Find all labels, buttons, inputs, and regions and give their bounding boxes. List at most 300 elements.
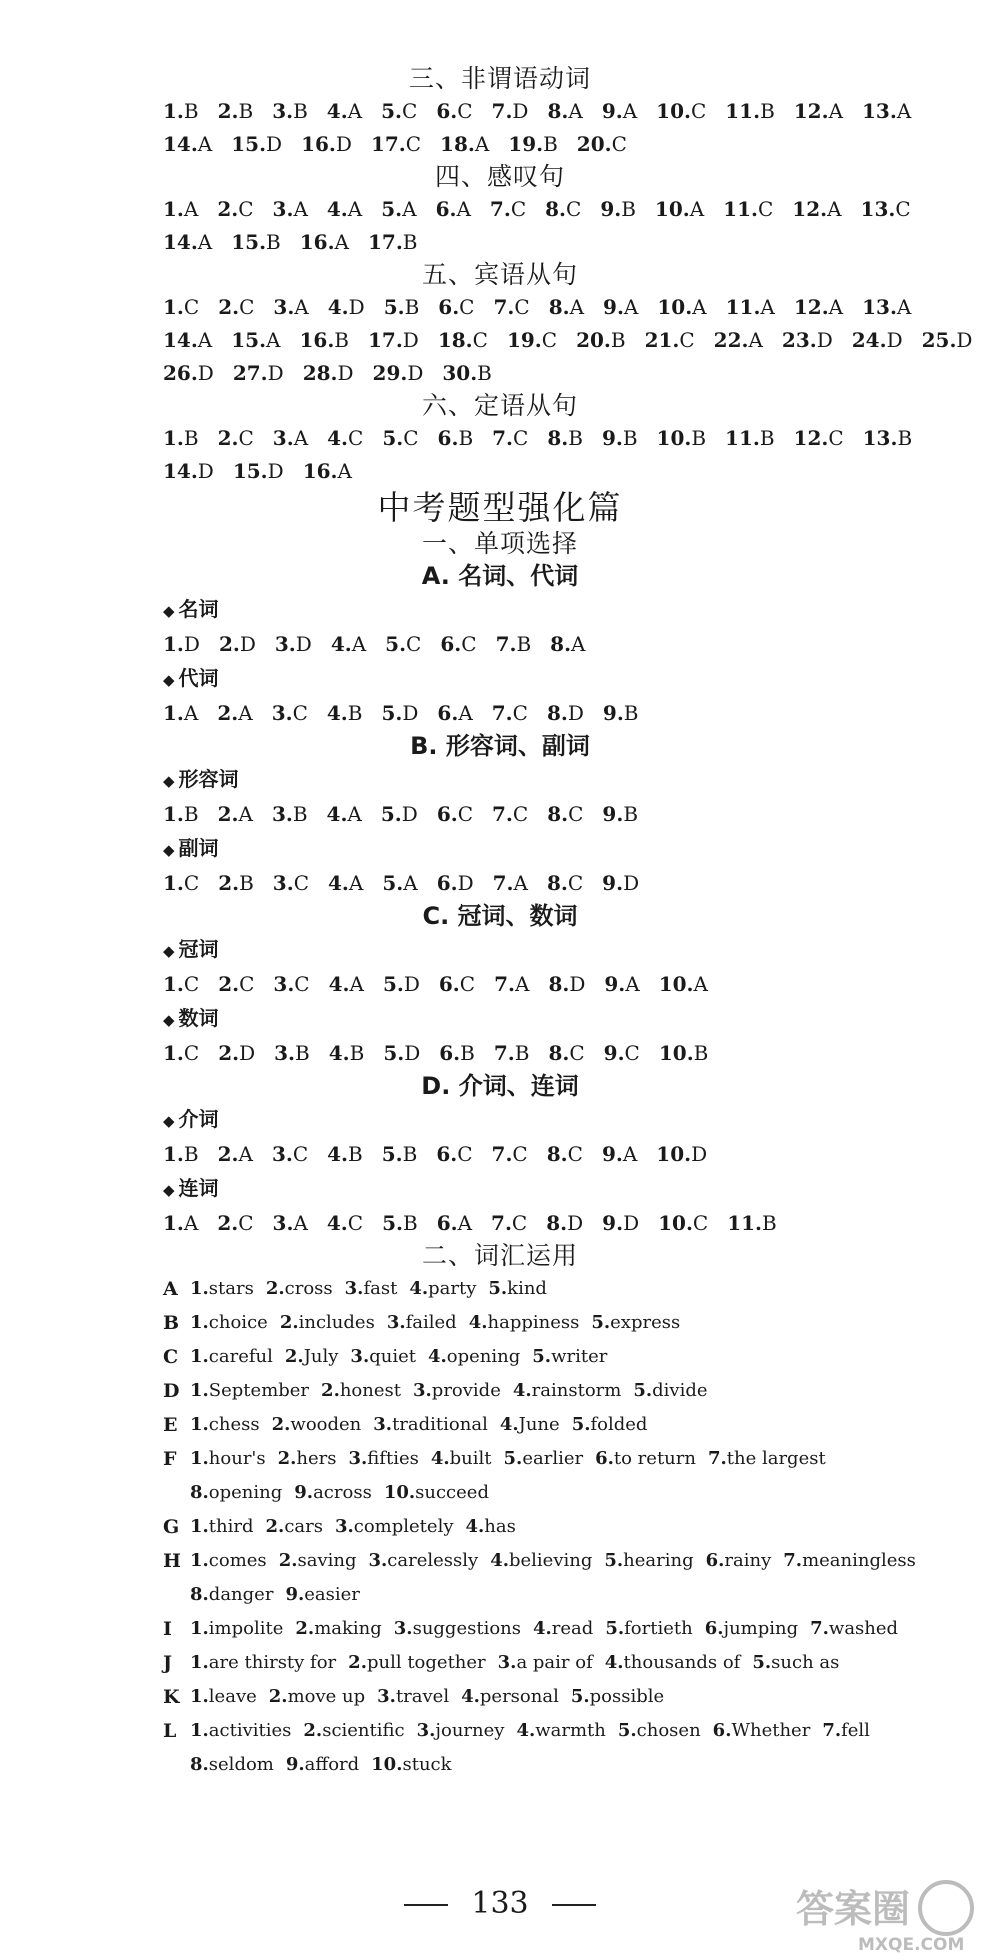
vocab-item	[371, 1748, 451, 1782]
vocab-word: carelessly	[387, 1550, 479, 1571]
answer-item: 10.B	[656, 426, 707, 450]
vocab-word: careful	[208, 1346, 273, 1367]
vocab-number: 7.	[810, 1618, 829, 1639]
vocab-number: 1.	[190, 1720, 209, 1741]
answer-item: 6.D	[436, 871, 474, 895]
vocab-word: hers	[296, 1448, 337, 1469]
vocab-row	[163, 1510, 1000, 1544]
answer-item: 7.C	[489, 197, 527, 221]
vocab-number: 5.	[571, 1414, 591, 1435]
vocab-word: July	[303, 1346, 339, 1367]
answer-item: 6.A	[435, 197, 471, 221]
vocab-number: 2.	[284, 1346, 304, 1367]
vocab-item	[488, 1272, 547, 1306]
vocab-item	[348, 1646, 485, 1680]
answer-item: 2.D	[218, 632, 256, 656]
vocab-number: 4.	[461, 1686, 480, 1707]
answer-line	[163, 291, 1000, 324]
answer-item: 16.B	[299, 328, 349, 352]
vocab-word: making	[314, 1618, 382, 1639]
vocab-number: 10.	[383, 1482, 416, 1503]
answer-item: 4.C	[327, 426, 364, 450]
answer-item: 3.B	[272, 99, 308, 123]
answer-item: 23.D	[781, 328, 833, 352]
vocab-number: 6.	[705, 1550, 725, 1571]
answer-item: 9.B	[600, 197, 636, 221]
section-heading: 三、非谓语动词	[408, 64, 591, 93]
answer-item: 11.B	[725, 99, 775, 123]
vocab-number: 2.	[279, 1312, 299, 1333]
answer-item: 6.C	[438, 972, 476, 996]
answer-item: 15.D	[232, 459, 284, 483]
answer-item: 10.D	[656, 1142, 708, 1166]
vocab-word: cross	[284, 1278, 333, 1299]
answer-item: 13.A	[862, 99, 912, 123]
vocab-number: 4.	[490, 1550, 509, 1571]
vocab-item	[349, 1442, 419, 1476]
vocab-number: 9.	[285, 1754, 305, 1775]
answer-item: 11.C	[723, 197, 774, 221]
vocab-number: 7.	[707, 1448, 727, 1469]
vocab-item	[272, 1408, 362, 1442]
vocab-word: washed	[828, 1618, 899, 1639]
answer-item: 22.A	[713, 328, 763, 352]
vocab-item	[713, 1714, 811, 1748]
category-label	[163, 1102, 1000, 1138]
vocab-word: writer	[551, 1346, 608, 1367]
vocab-row	[163, 1374, 1000, 1408]
answer-item: 12.A	[793, 295, 844, 319]
answer-item: 3.C	[273, 972, 310, 996]
category-label-text: 数词	[178, 1006, 219, 1030]
vocab-letter: G	[163, 1516, 180, 1538]
answer-item: 7.C	[493, 295, 530, 319]
vocab-word: saving	[297, 1550, 357, 1571]
answer-item: 5.D	[380, 802, 418, 826]
answer-item: 4.A	[326, 197, 363, 221]
vocab-row	[163, 1408, 1000, 1442]
watermark-text: 答案圈	[796, 1887, 911, 1931]
answer-item: 5.A	[382, 871, 418, 895]
vocab-item	[190, 1714, 291, 1748]
vocab-word: express	[610, 1312, 681, 1333]
vocab-number: 2.	[321, 1380, 340, 1401]
answer-item: 4.A	[328, 972, 364, 996]
vocab-number: 3.	[386, 1312, 406, 1333]
vocab-letter: B	[163, 1312, 180, 1334]
vocab-word: possible	[589, 1686, 665, 1707]
answer-item: 1.A	[163, 1211, 199, 1235]
vocab-item	[266, 1510, 323, 1544]
vocab-number: 9.	[285, 1584, 305, 1605]
answer-item: 20.B	[576, 328, 626, 352]
vocab-number: 4.	[499, 1414, 519, 1435]
category-label-text: 代词	[178, 666, 219, 690]
answer-item: 15.B	[231, 230, 281, 254]
vocab-item	[469, 1306, 580, 1340]
vocab-row	[163, 1272, 1000, 1306]
vocab-number: 4.	[516, 1720, 536, 1741]
answer-item: 2.A	[217, 802, 253, 826]
vocab-item	[190, 1748, 274, 1782]
answer-item: 8.C	[546, 871, 584, 895]
vocab-item	[822, 1714, 870, 1748]
answer-item: 1.B	[163, 99, 199, 123]
vocab-word: choice	[208, 1312, 268, 1333]
vocab-item	[591, 1306, 680, 1340]
vocab-items	[190, 1306, 1000, 1340]
vocab-word: fortieth	[624, 1618, 693, 1639]
vocab-number: 2.	[278, 1550, 298, 1571]
answer-item: 17.D	[368, 328, 419, 352]
answer-line	[163, 1207, 1000, 1240]
vocab-number: 1.	[190, 1346, 209, 1367]
page-number: 133	[471, 1886, 529, 1921]
answer-item: 1.D	[163, 632, 200, 656]
vocab-number: 6.	[595, 1448, 614, 1469]
vocab-letter: I	[163, 1618, 172, 1640]
vocab-word: folded	[590, 1414, 648, 1435]
vocab-word: Whether	[731, 1720, 811, 1741]
answer-item: 16.A	[302, 459, 352, 483]
vocab-number: 8.	[190, 1754, 209, 1775]
answer-item: 25.D	[921, 328, 973, 352]
vocab-row	[163, 1680, 1000, 1714]
answer-item: 5.B	[381, 1142, 418, 1166]
vocab-item	[190, 1612, 283, 1646]
vocab-items	[190, 1340, 1000, 1374]
vocab-word: hour's	[208, 1448, 266, 1469]
answer-item: 1.C	[163, 295, 200, 319]
vocab-number: 4.	[604, 1652, 624, 1673]
answer-item: 1.C	[163, 972, 200, 996]
vocab-item	[294, 1476, 372, 1510]
vocab-word: divide	[652, 1380, 708, 1401]
answer-item: 3.D	[274, 632, 312, 656]
answer-line	[163, 1138, 1000, 1171]
answer-item: 2.D	[218, 1041, 256, 1065]
vocab-number: 1.	[190, 1618, 209, 1639]
answer-item: 8.A	[550, 632, 586, 656]
vocab-row	[163, 1340, 1000, 1374]
answer-item: 8.C	[547, 802, 584, 826]
vocab-item	[285, 1340, 339, 1374]
vocab-word: danger	[208, 1584, 274, 1605]
answer-item: 14.A	[163, 132, 213, 156]
answer-item: 4.D	[327, 295, 365, 319]
vocab-word: traditional	[392, 1414, 488, 1435]
answer-item: 11.B	[727, 1211, 777, 1235]
answer-line	[163, 628, 1000, 661]
answer-item: 1.C	[163, 871, 200, 895]
vocab-word: meaningless	[802, 1550, 916, 1571]
answer-item: 19.B	[508, 132, 558, 156]
vocab-item	[190, 1442, 266, 1476]
vocab-item	[532, 1340, 607, 1374]
vocab-word: failed	[405, 1312, 457, 1333]
vocab-number: 5.	[503, 1448, 523, 1469]
vocab-item	[190, 1578, 273, 1612]
answer-item: 17.B	[368, 230, 418, 254]
group-heading: A. 名词、代词	[421, 562, 579, 590]
answer-line	[163, 798, 1000, 831]
answer-item: 5.D	[383, 1041, 421, 1065]
answer-item: 8.B	[547, 426, 583, 450]
answer-item: 8.A	[548, 295, 585, 319]
vocab-item	[810, 1612, 898, 1646]
vocab-word: September	[208, 1380, 310, 1401]
vocab-word: chosen	[636, 1720, 701, 1741]
vocab-letter: A	[163, 1278, 178, 1300]
vocab-word: are thirsty for	[208, 1652, 337, 1673]
vocab-item	[190, 1646, 336, 1680]
answer-item: 16.A	[299, 230, 349, 254]
answer-item: 12.C	[793, 426, 844, 450]
vocab-word: the largest	[726, 1448, 826, 1469]
vocab-item	[466, 1510, 516, 1544]
vocab-word: party	[428, 1278, 477, 1299]
vocab-number: 3.	[413, 1380, 432, 1401]
vocab-item	[190, 1340, 273, 1374]
vocab-item	[190, 1680, 257, 1714]
answer-item: 7.B	[493, 1041, 530, 1065]
vocab-number: 2.	[277, 1448, 297, 1469]
vocab-number: 3.	[334, 1516, 354, 1537]
answer-item: 2.C	[218, 972, 255, 996]
vocab-number: 8.	[190, 1482, 209, 1503]
vocab-number: 1.	[190, 1516, 209, 1537]
vocab-word: move up	[287, 1686, 366, 1707]
answer-item: 5.D	[381, 701, 419, 725]
vocab-number: 1.	[190, 1448, 209, 1469]
vocab-heading: 二、词汇运用	[421, 1241, 578, 1270]
group-heading: D. 介词、连词	[421, 1072, 579, 1100]
answer-item: 10.A	[654, 197, 705, 221]
vocab-word: pull together	[366, 1652, 486, 1673]
group-heading: C. 冠词、数词	[422, 902, 578, 930]
answer-item: 6.C	[440, 632, 477, 656]
answer-item: 4.A	[330, 632, 367, 656]
vocab-word: hearing	[623, 1550, 694, 1571]
vocab-item	[752, 1646, 839, 1680]
vocab-letter: H	[163, 1550, 181, 1572]
diamond-icon: ◆	[163, 602, 175, 620]
vocab-number: 2.	[265, 1516, 285, 1537]
vocab-item	[285, 1578, 359, 1612]
vocab-number: 3.	[416, 1720, 436, 1741]
section-heading: 五、宾语从句	[421, 260, 578, 289]
vocab-item	[706, 1544, 772, 1578]
vocab-item	[595, 1442, 696, 1476]
category-label-text: 连词	[178, 1176, 219, 1200]
answer-item: 9.A	[601, 99, 638, 123]
vocab-number: 2.	[271, 1414, 291, 1435]
answer-line	[163, 357, 1000, 390]
answer-item: 6.C	[436, 1142, 473, 1166]
vocab-word: such as	[771, 1652, 840, 1673]
vocab-row	[163, 1714, 1000, 1748]
category-label-text: 副词	[178, 836, 219, 860]
vocab-row	[163, 1442, 1000, 1476]
answer-item: 2.C	[217, 1211, 254, 1235]
answer-item: 7.B	[495, 632, 532, 656]
vocab-item	[783, 1544, 916, 1578]
vocab-item	[708, 1442, 826, 1476]
vocab-item	[269, 1680, 365, 1714]
answer-content	[0, 63, 1000, 1782]
answer-item: 15.D	[231, 132, 283, 156]
answer-item: 17.C	[370, 132, 422, 156]
vocab-item	[461, 1680, 559, 1714]
vocab-items	[190, 1680, 1000, 1714]
answer-item: 3.B	[274, 1041, 310, 1065]
answer-item: 8.A	[547, 99, 583, 123]
answer-item: 12.A	[793, 99, 844, 123]
vocab-number: 3.	[377, 1686, 396, 1707]
vocab-item	[500, 1408, 560, 1442]
answer-item: 1.B	[163, 802, 199, 826]
answer-item: 5.C	[385, 632, 422, 656]
answer-item: 13.A	[862, 295, 912, 319]
vocab-item	[428, 1340, 520, 1374]
vocab-word: a pair of	[516, 1652, 593, 1673]
vocab-word: stars	[208, 1278, 254, 1299]
answer-item: 3.C	[271, 1142, 309, 1166]
vocab-item	[190, 1510, 254, 1544]
answer-line	[163, 455, 1000, 488]
answer-item: 9.B	[602, 802, 639, 826]
answer-item: 2.C	[217, 426, 254, 450]
answer-item: 8.D	[546, 1211, 584, 1235]
watermark-icon	[786, 1878, 986, 1954]
answer-item: 21.C	[644, 328, 695, 352]
answer-item: 2.A	[217, 1142, 253, 1166]
category-label	[163, 592, 1000, 628]
vocab-item	[190, 1544, 267, 1578]
category-label	[163, 762, 1000, 798]
answer-item: 8.D	[546, 701, 584, 725]
answer-line	[163, 128, 1000, 161]
vocab-word: fast	[363, 1278, 398, 1299]
vocab-items	[190, 1442, 1000, 1476]
vocab-item	[516, 1714, 605, 1748]
answer-item: 11.A	[725, 295, 775, 319]
category-label	[163, 1171, 1000, 1207]
answer-item: 5.C	[382, 426, 419, 450]
vocab-item	[571, 1680, 664, 1714]
vocab-number: 5.	[488, 1278, 508, 1299]
vocab-number: 4.	[427, 1346, 447, 1367]
vocab-item	[280, 1306, 375, 1340]
vocab-number: 5.	[570, 1686, 590, 1707]
vocab-number: 1.	[190, 1312, 209, 1333]
vocab-number: 2.	[268, 1686, 288, 1707]
vocab-number: 1.	[190, 1414, 209, 1435]
group-heading: B. 形容词、副词	[410, 732, 590, 760]
answer-item: 4.B	[328, 1041, 365, 1065]
vocab-word: travel	[395, 1686, 450, 1707]
vocab-number: 6.	[712, 1720, 732, 1741]
vocab-number: 2.	[348, 1652, 367, 1673]
vocab-number: 9.	[294, 1482, 314, 1503]
vocab-number: 1.	[190, 1380, 209, 1401]
vocab-number: 4.	[533, 1618, 552, 1639]
answer-item: 7.C	[491, 1211, 528, 1235]
answer-item: 12.A	[792, 197, 842, 221]
vocab-number: 2.	[295, 1618, 315, 1639]
vocab-word: earlier	[522, 1448, 584, 1469]
answer-item: 28.D	[302, 361, 354, 385]
vocab-item	[705, 1612, 798, 1646]
answer-item: 3.A	[272, 426, 309, 450]
vocab-item	[321, 1374, 401, 1408]
answer-item: 14.D	[163, 459, 214, 483]
vocab-item	[286, 1748, 359, 1782]
vocab-number: 7.	[822, 1720, 842, 1741]
vocab-word: thousands of	[623, 1652, 741, 1673]
answer-item: 10.C	[656, 99, 707, 123]
vocab-item	[431, 1442, 492, 1476]
diamond-icon: ◆	[163, 841, 175, 859]
answer-line	[163, 968, 1000, 1001]
vocab-word: suggestions	[412, 1618, 521, 1639]
watermark-url: MXQE.COM	[858, 1935, 965, 1954]
answer-item: 13.B	[862, 426, 913, 450]
vocab-number: 5.	[605, 1618, 625, 1639]
footer-dash-right	[552, 1904, 596, 1906]
vocab-number: 3.	[368, 1550, 388, 1571]
vocab-number: 3.	[393, 1618, 413, 1639]
vocab-letter: E	[163, 1414, 178, 1436]
vocab-item	[190, 1408, 260, 1442]
answer-item: 3.C	[271, 701, 308, 725]
part-subtitle: 一、单项选择	[421, 529, 578, 558]
category-label	[163, 932, 1000, 968]
vocab-word: opening	[446, 1346, 521, 1367]
diamond-icon: ◆	[163, 671, 175, 689]
answer-item: 3.C	[272, 871, 309, 895]
answer-line	[163, 867, 1000, 900]
vocab-letter: C	[163, 1346, 179, 1368]
answer-item: 4.B	[327, 1142, 363, 1166]
vocab-word: built	[449, 1448, 492, 1469]
vocab-items	[190, 1374, 1000, 1408]
answer-item: 6.B	[439, 1041, 475, 1065]
vocab-item	[190, 1374, 309, 1408]
vocab-word: includes	[298, 1312, 375, 1333]
vocab-word: fell	[841, 1720, 870, 1741]
footer-dash-left	[404, 1904, 448, 1906]
vocab-item	[373, 1408, 488, 1442]
vocab-row-continued	[190, 1748, 1000, 1782]
vocab-item	[335, 1510, 454, 1544]
vocab-item	[345, 1272, 398, 1306]
vocab-number: 3.	[348, 1448, 368, 1469]
category-label-text: 形容词	[178, 767, 239, 791]
vocab-item	[190, 1306, 268, 1340]
vocab-letter: J	[163, 1652, 172, 1674]
section-heading: 四、感叹句	[434, 162, 565, 191]
answer-item: 27.D	[232, 361, 284, 385]
answer-item: 1.A	[163, 197, 199, 221]
answer-item: 20.C	[576, 132, 627, 156]
vocab-number: 5.	[633, 1380, 653, 1401]
vocab-items	[190, 1646, 1000, 1680]
vocab-items	[190, 1714, 1000, 1748]
answer-item: 7.C	[491, 701, 528, 725]
answer-item: 4.A	[326, 99, 363, 123]
vocab-word: scientific	[322, 1720, 405, 1741]
